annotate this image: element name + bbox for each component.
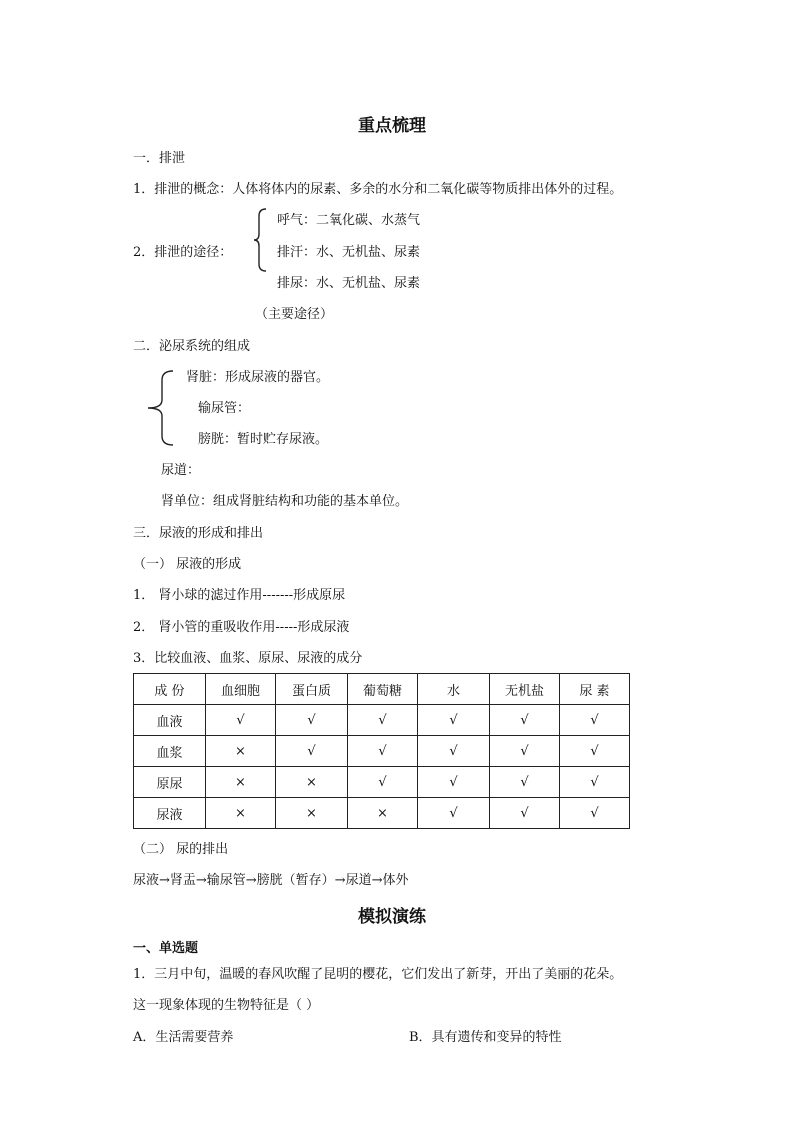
table-header-cell: 成 份 (134, 674, 206, 705)
table-cell: √ (276, 736, 348, 767)
table-cell: √ (560, 767, 630, 798)
excretion-concept: 1．排泄的概念：人体将体内的尿素、多余的水分和二氧化碳等物质排出体外的过程。 (133, 182, 623, 197)
table-cell: √ (560, 798, 630, 829)
section-1-heading: 一．排泄 (133, 151, 186, 166)
organ-kidney: 肾脏：形成尿液的器官。 (186, 370, 330, 385)
table-header-cell: 尿 素 (560, 674, 630, 705)
question-1-stem-line-2: 这一现象体现的生物特征是（ ） (133, 998, 320, 1013)
tubular-reabsorption: 2． 肾小管的重吸收作用-----形成尿液 (133, 620, 350, 635)
table-header-cell: 水 (418, 674, 490, 705)
section-2-heading: 二．泌尿系统的组成 (133, 339, 251, 354)
question-1-option-a: A．生活需要营养 (133, 1030, 234, 1045)
table-cell: √ (418, 736, 490, 767)
table-cell: × (276, 798, 348, 829)
composition-table (133, 673, 630, 829)
table-cell: × (206, 798, 276, 829)
table-row (134, 767, 630, 798)
table-cell: √ (418, 705, 490, 736)
table-cell: √ (490, 705, 560, 736)
route-sweat: 排汗：水、无机盐、尿素 (277, 245, 421, 260)
table-cell: 血浆 (134, 736, 206, 767)
table-header-cell: 蛋白质 (276, 674, 348, 705)
table-cell: √ (560, 736, 630, 767)
table-row (134, 736, 630, 767)
table-cell: 血液 (134, 705, 206, 736)
subsection-urine-formation: （一） 尿液的形成 (133, 557, 242, 572)
table-cell: √ (348, 767, 418, 798)
table-header-row (134, 674, 630, 705)
table-cell: × (348, 798, 418, 829)
table-cell: √ (348, 736, 418, 767)
comparison-caption: 3．比较血液、血浆、原尿、尿液的成分 (133, 651, 363, 666)
organ-bladder: 膀胱：暂时贮存尿液。 (198, 432, 329, 447)
section-3-heading: 三．尿液的形成和排出 (133, 526, 264, 541)
question-1-option-b: B．具有遗传和变异的特性 (409, 1030, 562, 1045)
table-cell: √ (418, 767, 490, 798)
review-title: 重点梳理 (358, 116, 426, 136)
table-cell: √ (560, 705, 630, 736)
table-cell: × (206, 736, 276, 767)
organ-ureter: 输尿管： (198, 401, 251, 416)
nephron-definition: 肾单位：组成肾脏结构和功能的基本单位。 (161, 494, 409, 509)
table-cell: × (276, 767, 348, 798)
urine-excretion-path: 尿液→肾盂→输尿管→膀胱（暂存）→尿道→体外 (133, 873, 409, 888)
routes-brace (252, 208, 272, 272)
table-header-cell: 无机盐 (490, 674, 560, 705)
table-cell: √ (276, 705, 348, 736)
table-cell: × (206, 767, 276, 798)
organ-urethra: 尿道： (161, 463, 201, 478)
main-route-note: （主要途径） (255, 307, 334, 322)
table-cell: √ (348, 705, 418, 736)
question-1-stem-line-1: 1．三月中旬，温暖的春风吹醒了昆明的樱花，它们发出了新芽，开出了美丽的花朵。 (133, 967, 623, 982)
table-row (134, 705, 630, 736)
table-cell: 原尿 (134, 767, 206, 798)
route-exhale: 呼气：二氧化碳、水蒸气 (277, 213, 421, 228)
route-urine: 排尿：水、无机盐、尿素 (277, 276, 421, 291)
excretion-routes-label: 2．排泄的途径： (133, 245, 233, 260)
glomerular-filtration: 1． 肾小球的滤过作用-------形成原尿 (133, 588, 346, 603)
single-choice-heading: 一、单选题 (133, 941, 199, 956)
table-cell: √ (490, 767, 560, 798)
table-cell: √ (490, 736, 560, 767)
table-header-cell: 血细胞 (206, 674, 276, 705)
table-cell: √ (206, 705, 276, 736)
table-cell: √ (418, 798, 490, 829)
table-row (134, 798, 630, 829)
subsection-urine-excretion: （二） 尿的排出 (133, 842, 229, 857)
practice-title: 模拟演练 (358, 907, 426, 927)
table-cell: 尿液 (134, 798, 206, 829)
table-cell: √ (490, 798, 560, 829)
urinary-system-brace (146, 370, 176, 446)
table-header-cell: 葡萄糖 (348, 674, 418, 705)
